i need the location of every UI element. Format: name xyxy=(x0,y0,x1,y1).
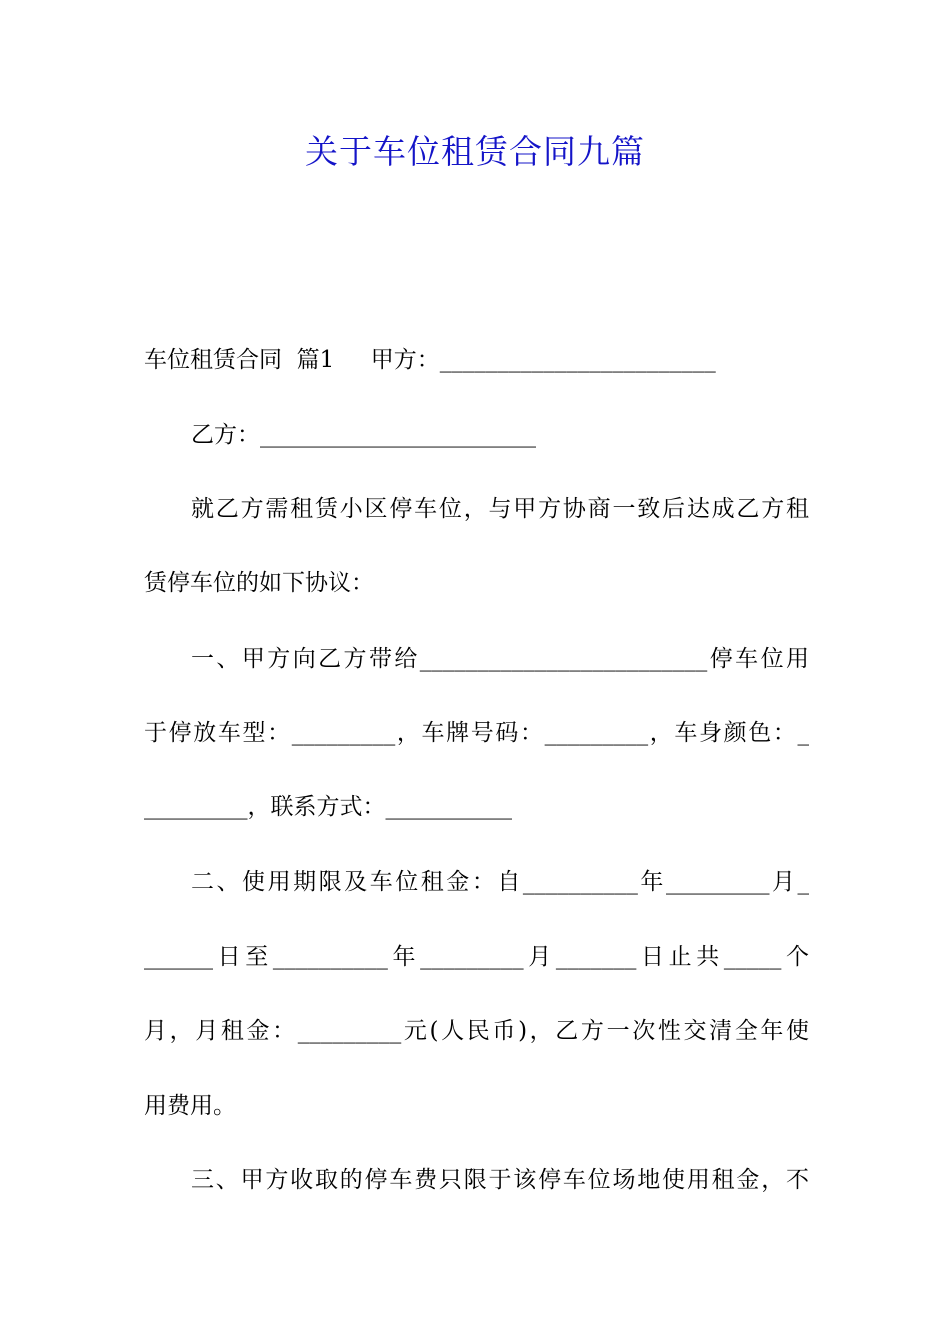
paragraph-line: 月，月租金：_________元(人民币)，乙方一次性交清全年使 xyxy=(144,1018,809,1044)
paragraph-line: 三、甲方收取的停车费只限于该停车位场地使用租金，不 xyxy=(191,1167,809,1193)
contract-heading-party-a-line: 车位租赁合同 篇1 甲方：________________________ xyxy=(144,347,716,373)
paragraph-line: 二、使用期限及车位租金：自__________年_________月_ xyxy=(191,869,809,895)
paragraph-line: 就乙方需租赁小区停车位，与甲方协商一致后达成乙方租 xyxy=(191,496,809,522)
paragraph-line: 赁停车位的如下协议： xyxy=(144,570,374,596)
party-b-line: 乙方：________________________ xyxy=(191,422,536,448)
document-title: 关于车位租赁合同九篇 xyxy=(305,132,645,171)
paragraph-line: 一、甲方向乙方带给_________________________停车位用 xyxy=(191,646,809,672)
paragraph-line: _________，联系方式：___________ xyxy=(144,794,512,820)
paragraph-line: ______日至__________年_________月_______日止共_____个 xyxy=(144,944,809,970)
paragraph-line: 用费用。 xyxy=(144,1093,236,1119)
paragraph-line: 于停放车型：_________，车牌号码：_________，车身颜色：_ xyxy=(144,720,809,746)
